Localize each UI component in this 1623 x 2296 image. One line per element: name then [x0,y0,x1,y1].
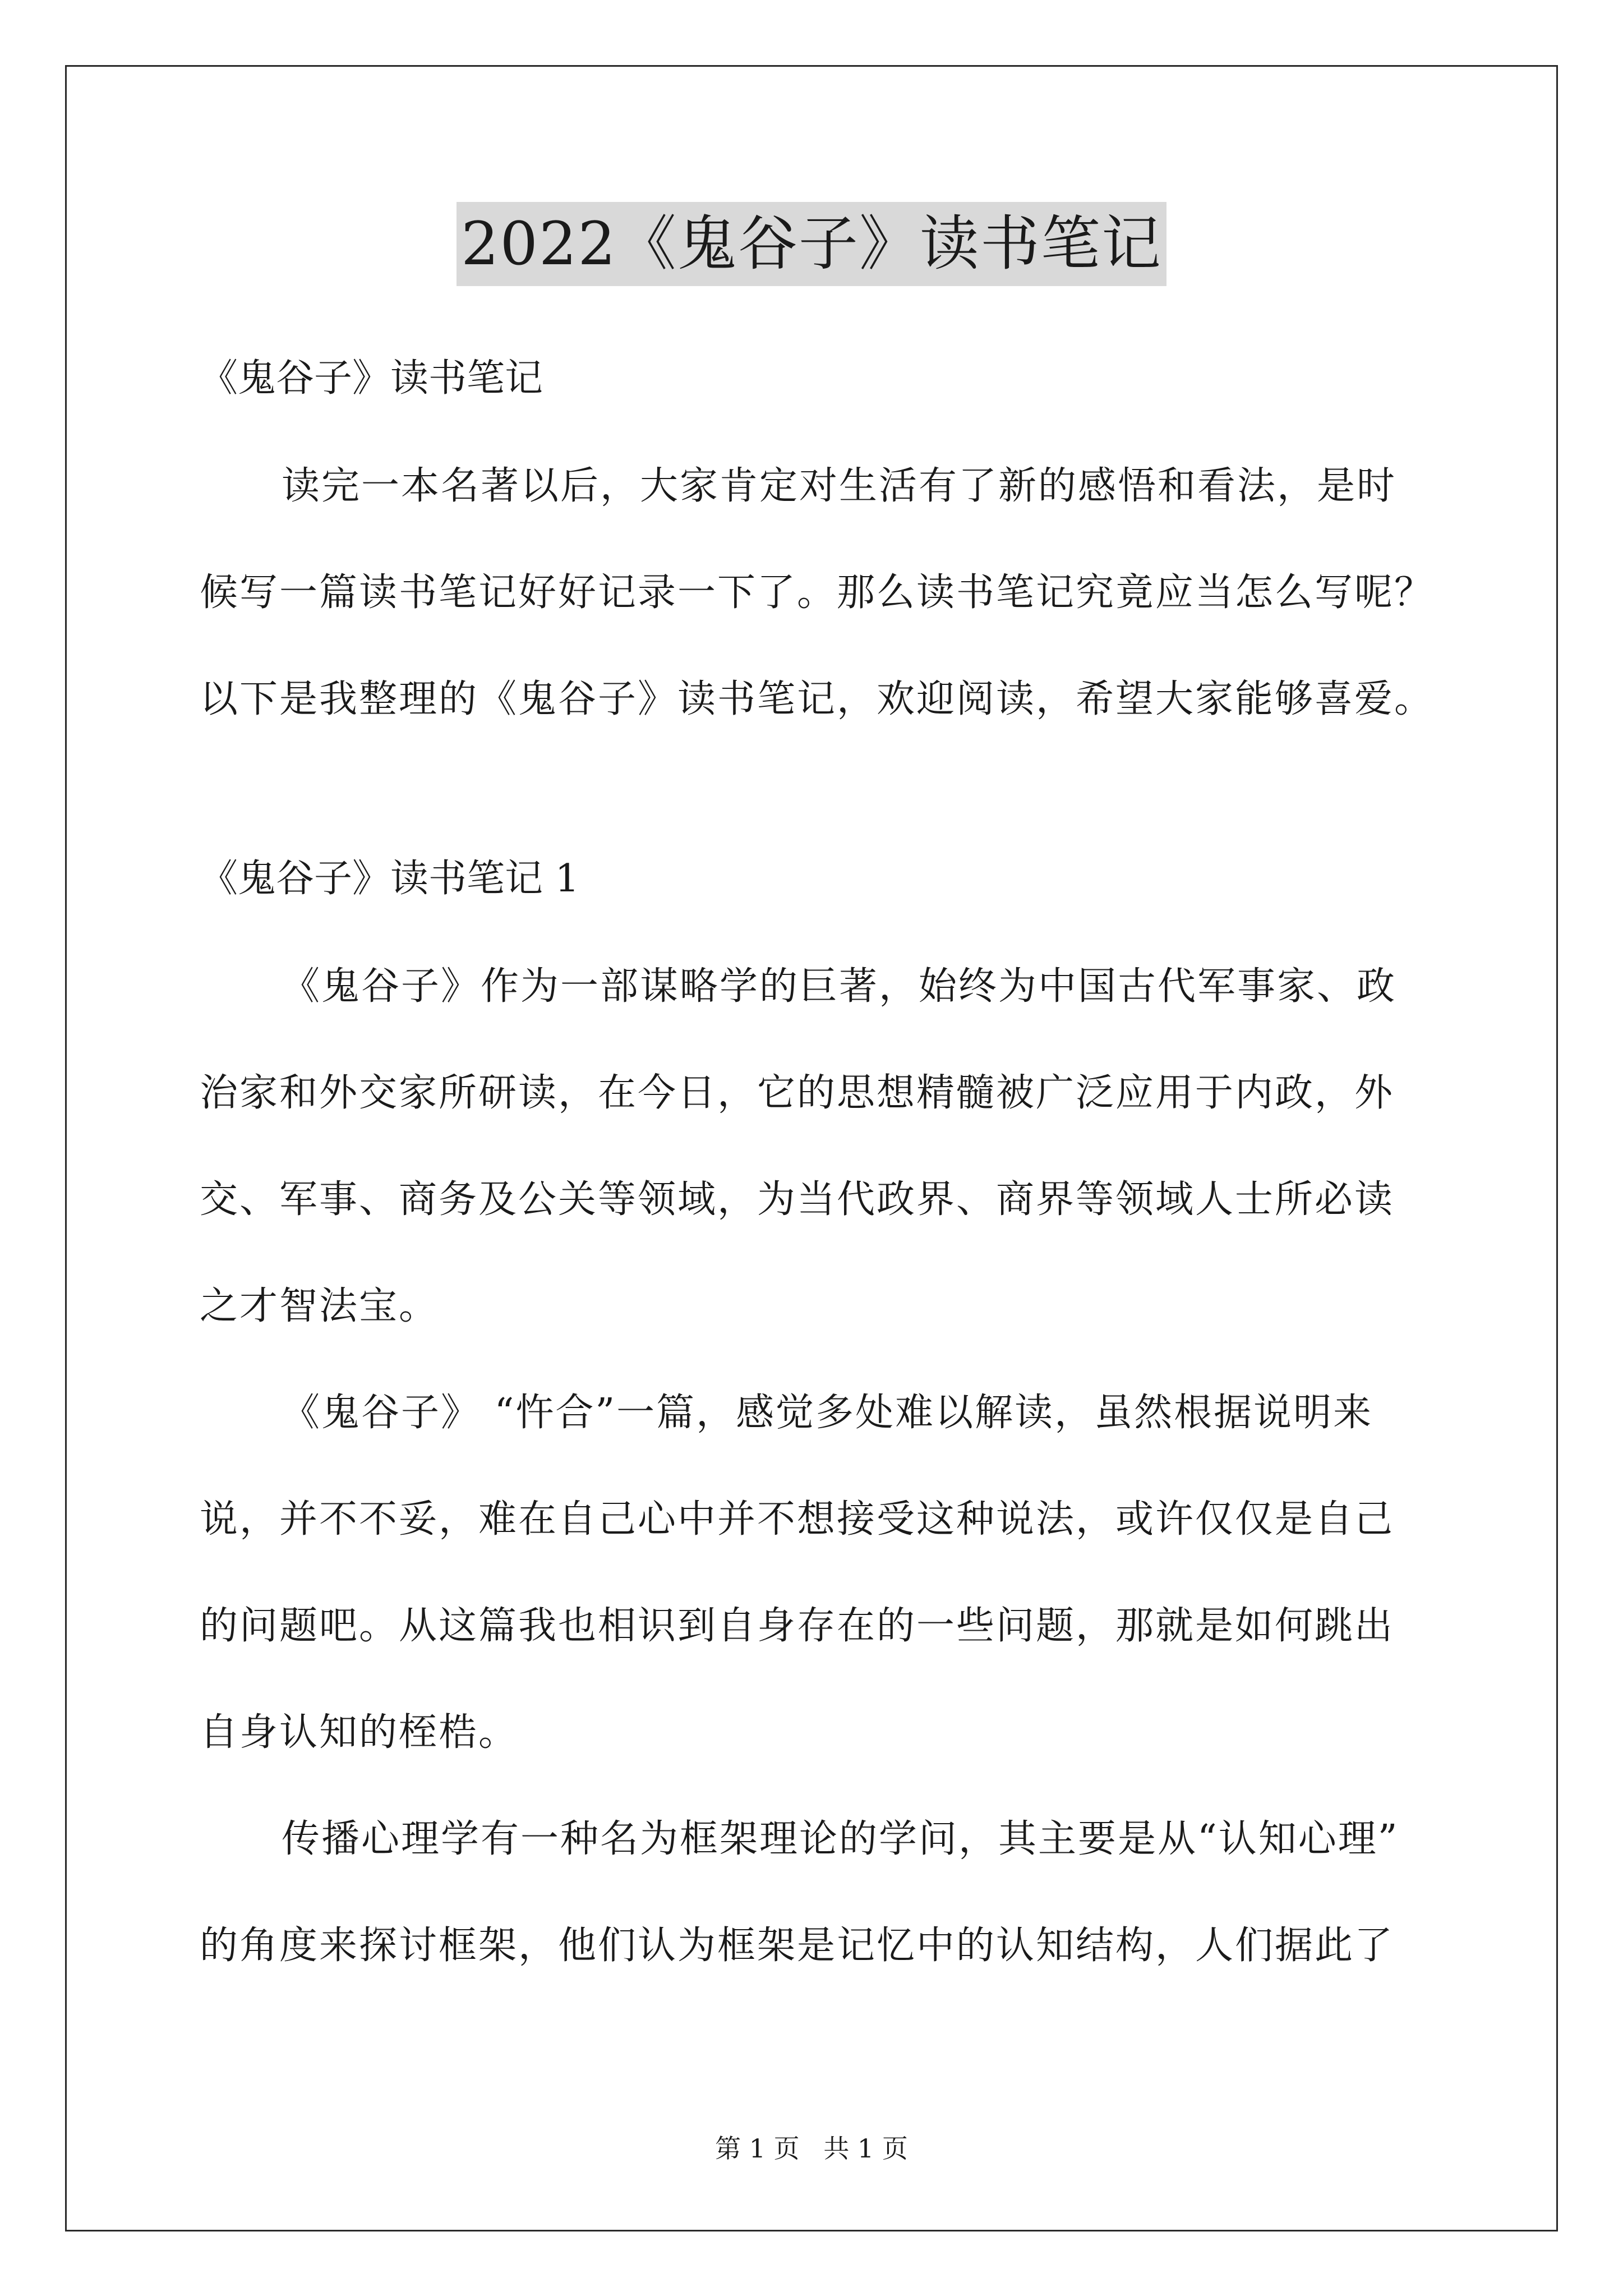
paragraph-line: 治家和外交家所研读，在今日，它的思想精髓被广泛应用于内政，外 [200,1071,1395,1115]
page-number: 第 1 页 [715,2133,800,2164]
paragraph-line: 自身认知的桎梏。 [200,1710,519,1755]
paragraph-line: 的角度来探讨框架，他们认为框架是记忆中的认知结构，人们据此了 [200,1924,1395,1968]
paragraph-line: 传播心理学有一种名为框架理论的学问，其主要是从“认知心理” [282,1817,1399,1861]
intro-heading: 《鬼谷子》读书笔记 [200,356,543,401]
paragraph-line: 说，并不不妥，难在自己心中并不想接受这种说法，或许仅仅是自己 [200,1497,1395,1542]
paragraph-line: 读完一本名著以后，大家肯定对生活有了新的感悟和看法，是时 [282,464,1397,508]
page-total: 共 1 页 [823,2133,908,2164]
section1-paragraph-1 [200,933,1433,1360]
title-container [0,202,1623,286]
section1-paragraph-2 [200,1360,1433,1786]
section1-paragraph-3 [200,1786,1433,1999]
paragraph-line: 交、军事、商务及公关等领域，为当代政界、商界等领域人士所必读 [200,1177,1395,1222]
intro-paragraph [200,433,1433,753]
paragraph-line: 候写一篇读书笔记好好记录一下了。那么读书笔记究竟应当怎么写呢？ [200,570,1435,615]
document-body [200,342,1433,1999]
paragraph-line: 的问题吧。从这篇我也相识到自身存在的一些问题，那就是如何跳出 [200,1604,1395,1648]
paragraph-line: 《鬼谷子》 “忤合”一篇，感觉多处难以解读，虽然根据说明来 [282,1391,1373,1435]
paragraph-line: 之才智法宝。 [200,1284,439,1328]
page-footer [0,2132,1623,2165]
paragraph-line: 《鬼谷子》作为一部谋略学的巨著，始终为中国古代军事家、政 [282,964,1397,1009]
paragraph-line: 以下是我整理的《鬼谷子》读书笔记，欢迎阅读，希望大家能够喜爱。 [200,677,1435,721]
document-title: 2022《鬼谷子》读书笔记 [457,202,1166,286]
section-heading-1: 《鬼谷子》读书笔记 1 [200,857,579,901]
